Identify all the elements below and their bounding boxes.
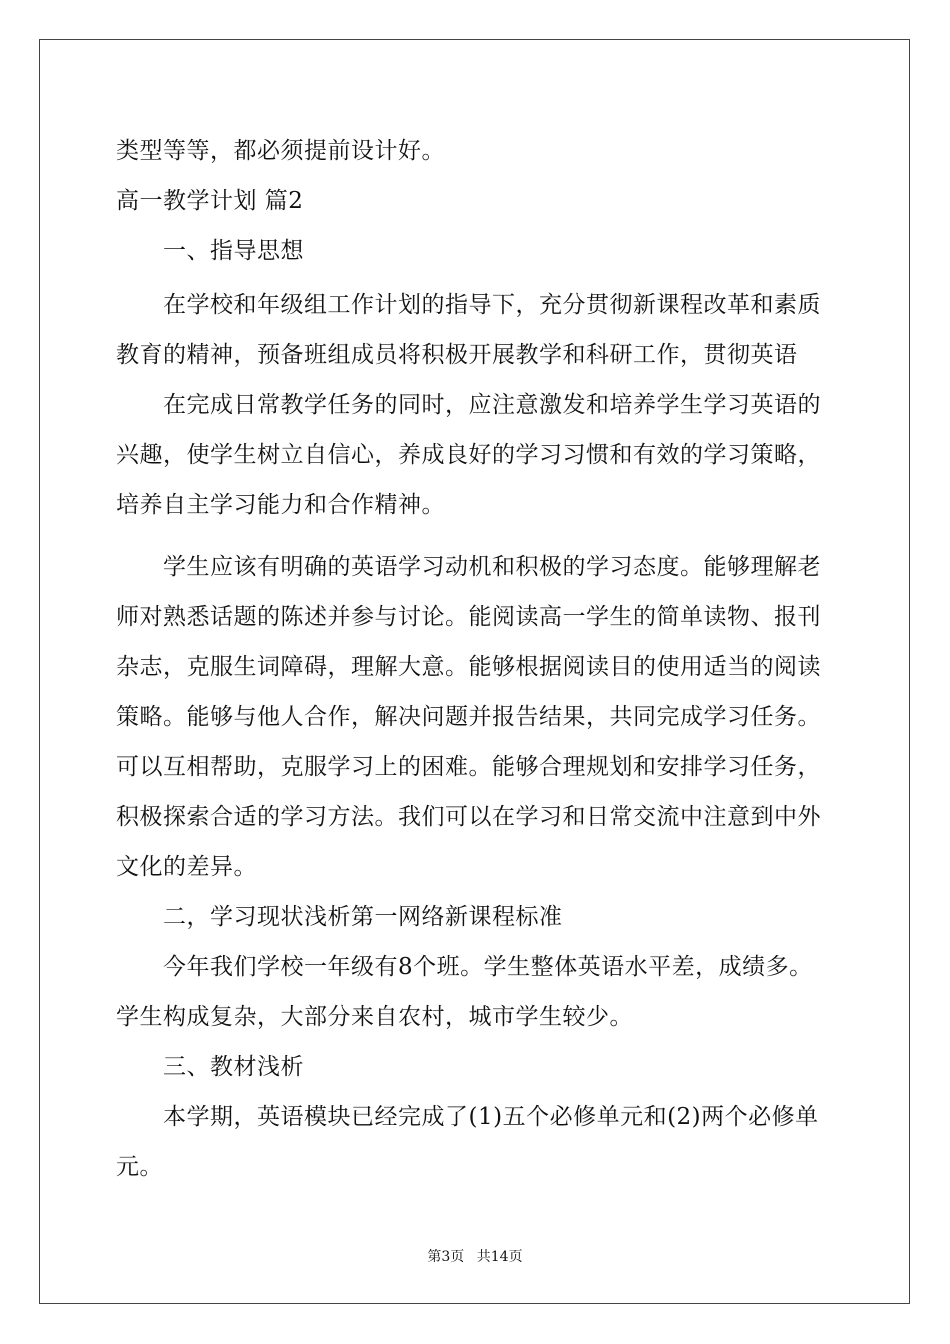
section-heading: 高一教学计划 篇2 <box>116 188 304 214</box>
text-line: 文化的差异。 <box>116 854 257 880</box>
text-line: 在完成日常教学任务的同时，应注意激发和培养学生学习英语的 <box>116 392 821 418</box>
subheading: 一、指导思想 <box>116 238 304 264</box>
page-number: 第3页 <box>427 1249 465 1265</box>
text-line: 培养自主学习能力和合作精神。 <box>116 492 445 518</box>
page-total: 共14页 <box>476 1249 523 1265</box>
subheading: 三、教材浅析 <box>116 1054 304 1080</box>
text-line: 元。 <box>116 1154 163 1180</box>
text-line: 在学校和年级组工作计划的指导下，充分贯彻新课程改革和素质 <box>116 292 821 318</box>
text-line: 杂志，克服生词障碍，理解大意。能够根据阅读目的使用适当的阅读 <box>116 654 821 680</box>
text-line: 学生应该有明确的英语学习动机和积极的学习态度。能够理解老 <box>116 554 821 580</box>
text-line: 兴趣，使学生树立自信心，养成良好的学习习惯和有效的学习策略， <box>116 442 821 468</box>
text-line: 积极探索合适的学习方法。我们可以在学习和日常交流中注意到中外 <box>116 804 821 830</box>
text-line: 教育的精神，预备班组成员将积极开展教学和科研工作，贯彻英语 <box>116 342 798 368</box>
text-line: 师对熟悉话题的陈述并参与讨论。能阅读高一学生的简单读物、报刊 <box>116 604 821 630</box>
text-line: 本学期，英语模块已经完成了(1)五个必修单元和(2)两个必修单 <box>116 1104 819 1130</box>
subheading: 二，学习现状浅析第一网络新课程标准 <box>116 904 563 930</box>
text-line: 学生构成复杂，大部分来自农村，城市学生较少。 <box>116 1004 633 1030</box>
text-line: 今年我们学校一年级有8个班。学生整体英语水平差，成绩多。 <box>116 954 813 980</box>
text-line: 可以互相帮助，克服学习上的困难。能够合理规划和安排学习任务， <box>116 754 821 780</box>
text-line: 策略。能够与他人合作，解决问题并报告结果，共同完成学习任务。 <box>116 704 821 730</box>
page-footer <box>0 1246 950 1266</box>
text-line: 类型等等，都必须提前设计好。 <box>116 138 445 164</box>
document-body <box>116 126 836 1192</box>
